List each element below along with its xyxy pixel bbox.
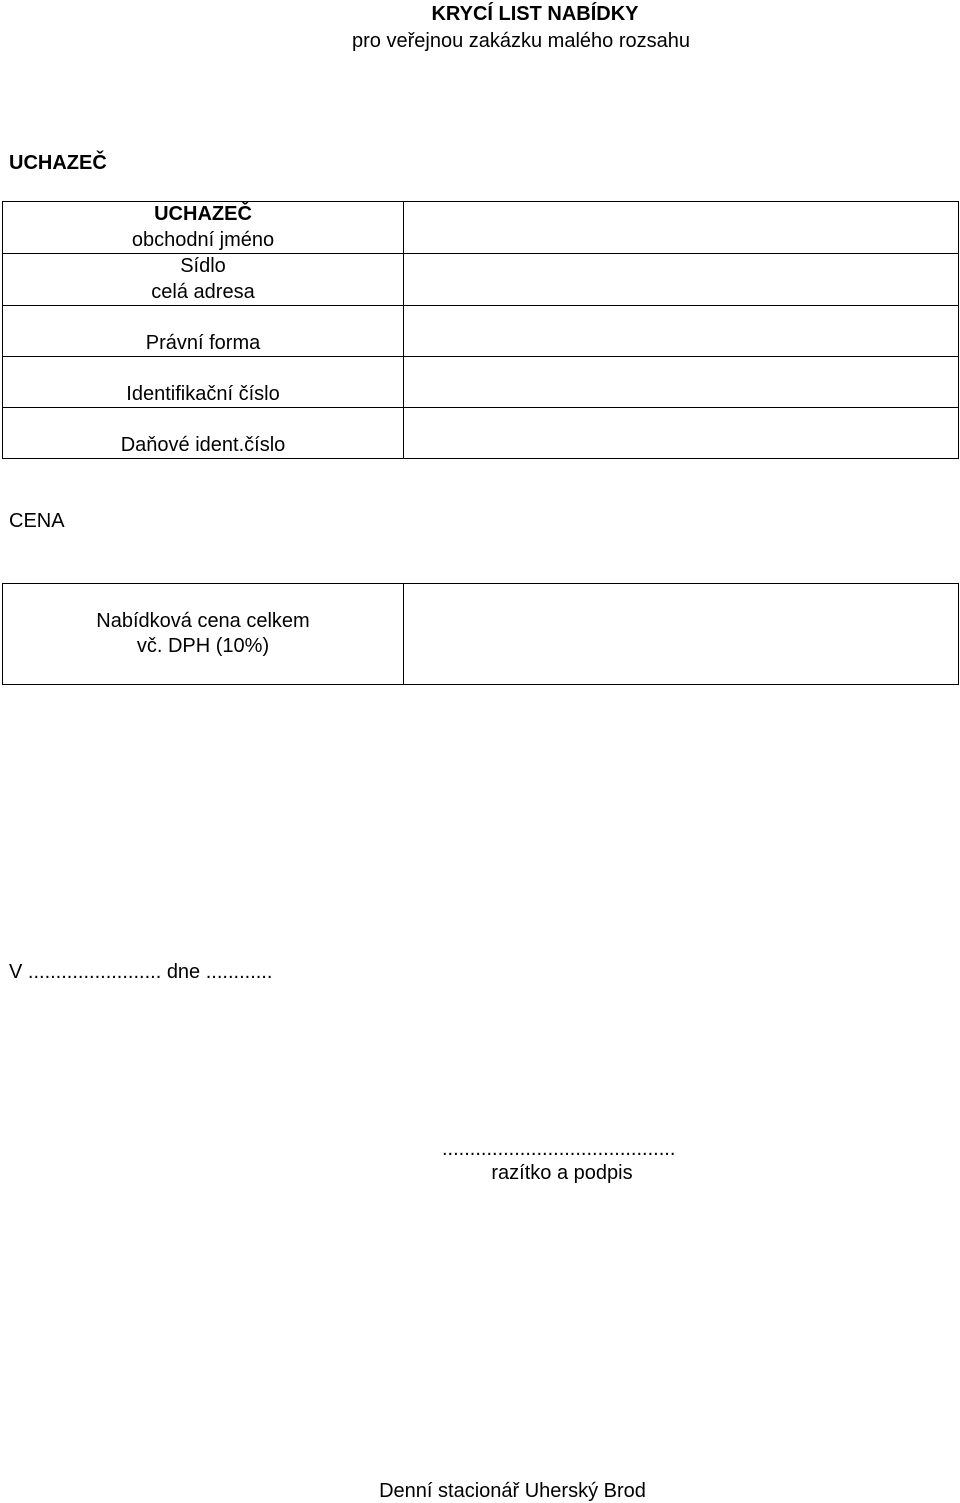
applicant-section-heading: UCHAZEČ (9, 152, 107, 174)
table-row (3, 254, 959, 306)
price-table (2, 583, 959, 685)
total-price-label-line-1: Nabídková cena celkem (96, 609, 310, 632)
signature-label: razítko a podpis (491, 1162, 633, 1184)
applicant-table (2, 201, 959, 459)
applicant-id-number-value[interactable] (404, 357, 959, 408)
applicant-name-label-line-1: UCHAZEČ (154, 203, 252, 225)
applicant-id-number-label (3, 357, 404, 408)
table-row (3, 306, 959, 357)
table-row (3, 584, 959, 685)
applicant-legal-form-label (3, 306, 404, 357)
total-price-label-line-2: vč. DPH (10%) (136, 635, 270, 657)
price-section-heading: CENA (9, 510, 65, 532)
document-subtitle: pro veřejnou zakázku malého rozsahu (352, 30, 690, 52)
applicant-name-label-line-2: obchodní jméno (131, 228, 275, 251)
applicant-address-label-line-1: Sídlo (180, 255, 226, 277)
total-price-value[interactable] (404, 584, 959, 685)
footer-organization: Denní stacionář Uherský Brod (379, 1480, 646, 1502)
applicant-address-value[interactable] (404, 254, 959, 306)
applicant-id-number-label-line-1: Identifikační číslo (126, 382, 280, 405)
table-row (3, 357, 959, 408)
applicant-legal-form-value[interactable] (404, 306, 959, 357)
applicant-address-label (3, 254, 404, 306)
applicant-address-label-line-2: celá adresa (151, 280, 255, 303)
place-and-date-line: V ........................ dne ............ (9, 961, 273, 983)
applicant-tax-id-value[interactable] (404, 408, 959, 459)
table-row (3, 202, 959, 254)
applicant-legal-form-label-line-1: Právní forma (145, 331, 261, 354)
applicant-tax-id-label (3, 408, 404, 459)
document-title: KRYCÍ LIST NABÍDKY (431, 3, 639, 25)
applicant-name-value[interactable] (404, 202, 959, 254)
applicant-tax-id-label-line-1: Daňové ident.číslo (120, 433, 286, 456)
signature-line: .......................................... (442, 1138, 676, 1160)
total-price-label (3, 584, 404, 685)
applicant-name-label (3, 202, 404, 254)
table-row (3, 408, 959, 459)
